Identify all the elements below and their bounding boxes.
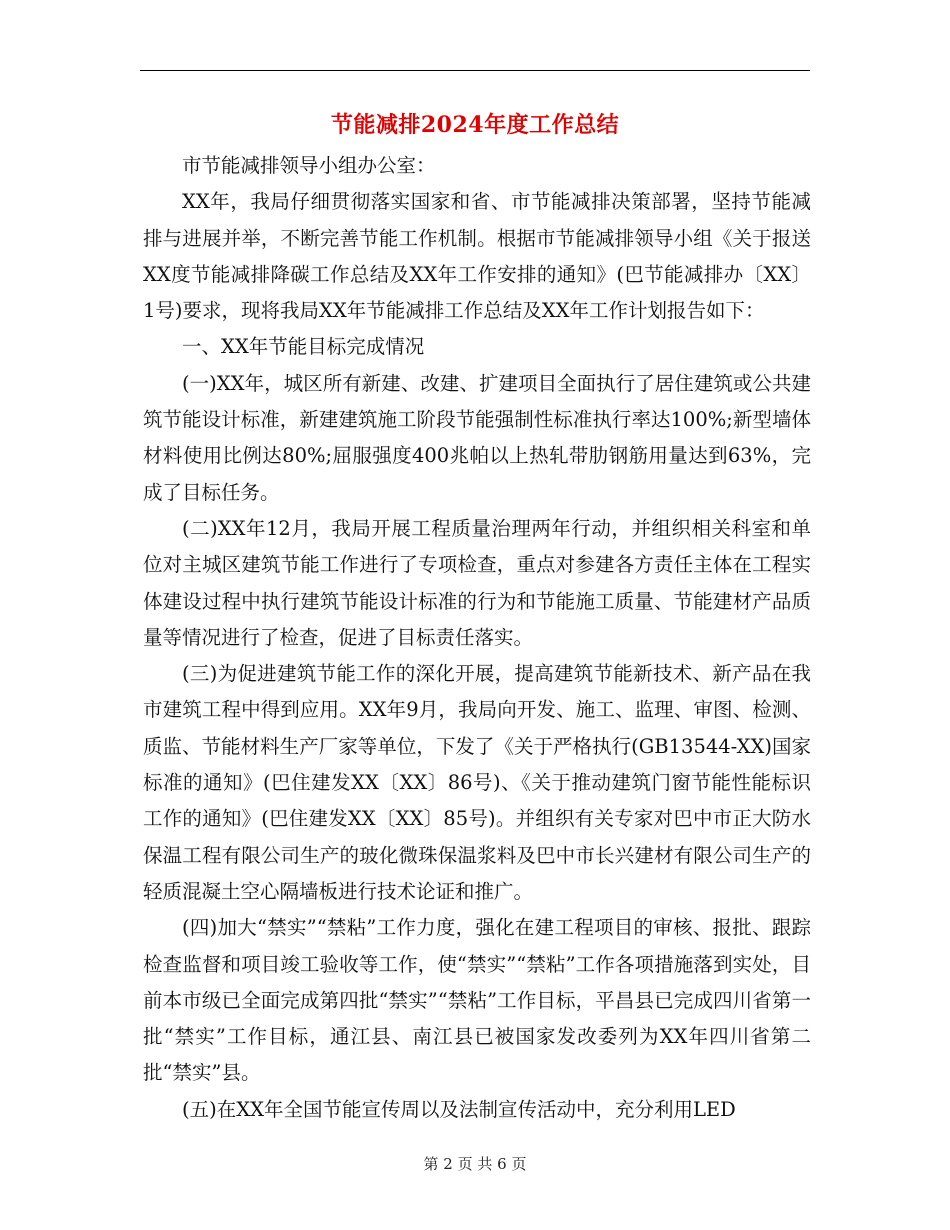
- document-title: 节能减排2024年度工作总结: [330, 112, 620, 138]
- paragraph-item-4: (四)加大“禁实”“禁粘”工作力度，强化在建工程项目的审核、报批、跟踪检查监督和项目竣工验收等工作，使“禁实”“禁粘”工作各项措施落到实处，目前本市级已全面完成第四批“禁实”“禁粘”工作目标，平昌县已完成四川省第一批“禁实”工作目标，通江县、南江县已被国家发改委列为XX年四川省第二批“禁实”县。: [143, 916, 811, 1085]
- paragraph-intro: XX年，我局仔细贯彻落实国家和省、市节能减排决策部署，坚持节能减排与进展并举，不断完善节能工作机制。根据市节能减排领导小组《关于报送XX度节能减排降碳工作总结及XX年工作安排的通知》(巴节能减排办〔XX〕1号)要求，现将我局XX年节能减排工作总结及XX年工作计划报告如下：: [143, 190, 811, 323]
- page-number: 第 2 页 共 6 页: [423, 1155, 527, 1173]
- header-rule: [140, 70, 810, 71]
- section-heading: 一、XX年节能目标完成情况: [182, 335, 425, 359]
- paragraph-item-3: (三)为促进建筑节能工作的深化开展，提高建筑节能新技术、新产品在我市建筑工程中得到应用。XX年9月，我局向开发、施工、监理、审图、检测、质监、节能材料生产厂家等单位，下发了《关于严格执行(GB13544-XX)国家标准的通知》(巴住建发XX〔XX〕86号)、《关于推动建筑门窗节能性能标识工作的通知》(巴住建发XX〔XX〕85号)。并组织有关专家对巴中市正大防水保温工程有限公司生产的玻化微珠保温浆料及巴中市长兴建材有限公司生产的轻质混凝土空心隔墙板进行技术论证和推广。: [143, 662, 811, 903]
- paragraph-item-5: (五)在XX年全国节能宣传周以及法制宣传活动中，充分利用LED: [182, 1097, 736, 1121]
- document-body: [143, 148, 811, 1128]
- salutation: 市节能减排领导小组办公室：: [182, 154, 436, 177]
- paragraph-item-1: (一)XX年，城区所有新建、改建、扩建项目全面执行了居住建筑或公共建筑节能设计标准，新建建筑施工阶段节能强制性标准执行率达100%;新型墙体材料使用比例达80%;屈服强度400兆帕以上热轧带肋钢筋用量达到63%，完成了目标任务。: [143, 371, 811, 504]
- paragraph-item-2: (二)XX年12月，我局开展工程质量治理两年行动，并组织相关科室和单位对主城区建筑节能工作进行了专项检查，重点对参建各方责任主体在工程实体建设过程中执行建筑节能设计标准的行为和节能施工质量、节能建材产品质量等情况进行了检查，促进了目标责任落实。: [143, 516, 811, 649]
- page-footer: [0, 1153, 950, 1174]
